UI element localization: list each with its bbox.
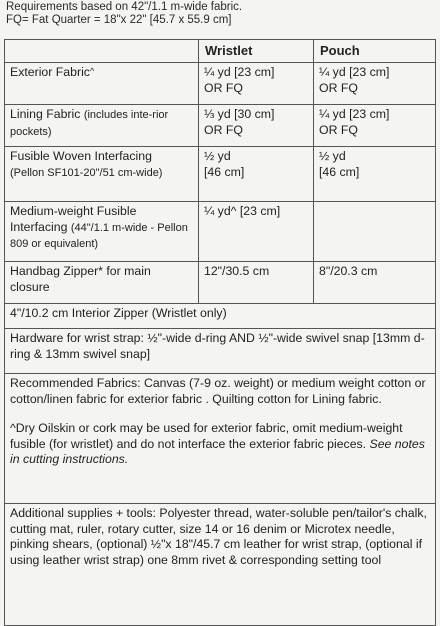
lining-pouch-amount: ¼ yd [23 cm] — [319, 107, 390, 121]
exterior-wristlet-amount: ¼ yd [23 cm] — [204, 65, 275, 79]
table-row-exterior-fabric — [5, 63, 436, 105]
fusible-pouch-metric: [46 cm] — [319, 164, 360, 179]
recommended-fabrics-text: Recommended Fabrics: Canvas (7-9 oz. weight) or medium weight cotton or cotton/linen fabric for exterior fabric . Quilting cotton for Lining fabric. — [10, 376, 426, 406]
lining-wristlet-alt: OR FQ — [204, 122, 243, 137]
table-row-handbag-zipper — [5, 262, 436, 304]
table-row-hardware — [5, 329, 436, 374]
medium-fusible-pouch — [314, 202, 436, 262]
fusible-woven-label-cell — [5, 147, 199, 202]
additional-supplies-text: Additional supplies + tools: Polyester thread, water-soluble pen/tailor's chalk, cutting mat, ruler, rotary cutter, size 14 or 16 denim or Microtex needle, pinking shears, (optional) ½"x 18"/45.7 cm leather for wrist strap, (optional if using leather wrist strap) one 8mm rivet & corresponding setting tool — [5, 504, 436, 626]
table-header-row — [5, 40, 436, 63]
fusible-woven-label: Fusible Woven Interfacing — [10, 149, 152, 163]
header-pouch: Pouch — [314, 40, 436, 63]
medium-fusible-note: (44"/1.1 m-wide - Pellon 809 or equivalent) — [10, 221, 188, 250]
exterior-wristlet-alt: OR FQ — [204, 80, 243, 95]
fusible-woven-wristlet — [199, 147, 314, 202]
exterior-fabric-pouch — [314, 63, 436, 105]
header-wristlet: Wristlet — [199, 40, 314, 63]
cutting-instructions-note: See notes in cutting instructions. — [10, 436, 425, 466]
caret-footnote-mark: ^ — [89, 66, 95, 76]
table-row-lining-fabric — [5, 105, 436, 147]
lining-fabric-label-cell — [5, 105, 199, 147]
lining-fabric-note: (includes inte-rior pockets) — [10, 109, 169, 138]
table-row-fusible-woven — [5, 147, 436, 202]
fusible-woven-note: (Pellon SF101-20"/51 cm-wide) — [10, 166, 163, 179]
fat-quarter-note: FQ= Fat Quarter = 18"x 22" [45.7 x 55.9 cm] — [6, 14, 232, 26]
exterior-pouch-amount: ¼ yd [23 cm] — [319, 65, 390, 79]
exterior-pouch-alt: OR FQ — [319, 80, 358, 95]
lining-wristlet-amount: ⅓ yd [30 cm] — [204, 107, 275, 121]
lining-pouch-alt: OR FQ — [319, 122, 358, 137]
fusible-wristlet-metric: [46 cm] — [204, 164, 245, 179]
fabric-width-note: Requirements based on 42"/1.1 m-wide fabric. — [6, 1, 243, 13]
paragraph-gap — [10, 407, 430, 421]
handbag-zipper-label: Handbag Zipper* for main closure — [5, 262, 199, 304]
interior-zipper-text: 4"/10.2 cm Interior Zipper (Wristlet only) — [5, 304, 436, 329]
table-row-recommended-fabrics — [5, 374, 436, 504]
oilskin-note: ^Dry Oilskin or cork may be used for exterior fabric, omit medium-weight fusible (for wristlet) and do not interface the exterior fabric pieces. — [10, 421, 403, 451]
exterior-fabric-label-cell — [5, 63, 199, 105]
lining-fabric-label: Lining Fabric — [10, 107, 81, 121]
exterior-fabric-wristlet — [199, 63, 314, 105]
fusible-woven-pouch — [314, 147, 436, 202]
table-row-additional-supplies — [5, 504, 436, 626]
table-row-medium-weight-fusible — [5, 202, 436, 262]
medium-fusible-label-cell — [5, 202, 199, 262]
fusible-wristlet-amount: ½ yd — [204, 149, 231, 163]
header-blank-cell — [5, 40, 199, 63]
medium-fusible-wristlet: ¼ yd^ [23 cm] — [199, 202, 314, 262]
hardware-text: Hardware for wrist strap: ½"-wide d-ring AND ½"-wide swivel snap [13mm d-ring & 13mm swivel snap] — [5, 329, 436, 374]
requirements-table — [4, 39, 436, 626]
fusible-pouch-amount: ½ yd — [319, 149, 346, 163]
lining-fabric-pouch — [314, 105, 436, 147]
exterior-fabric-label: Exterior Fabric — [10, 65, 90, 79]
table-row-interior-zipper — [5, 304, 436, 329]
handbag-zipper-wristlet: 12"/30.5 cm — [199, 262, 314, 304]
lining-fabric-wristlet — [199, 105, 314, 147]
recommended-fabrics-cell — [5, 374, 436, 504]
handbag-zipper-pouch: 8"/20.3 cm — [314, 262, 436, 304]
medium-fusible-label: Medium-weight Fusible Interfacing — [10, 204, 137, 234]
